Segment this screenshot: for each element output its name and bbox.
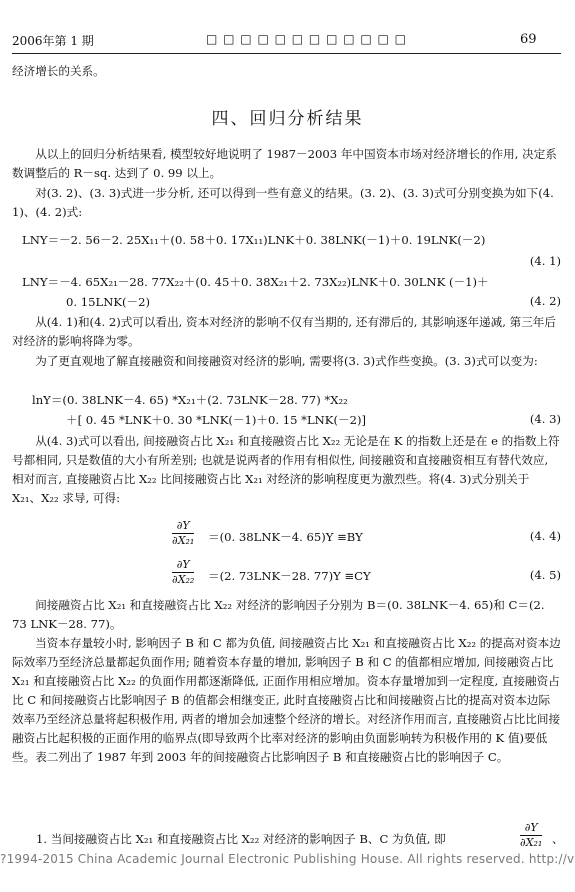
paragraph-2: 对(3. 2)、(3. 3)式进一步分析, 还可以得到一些有意义的结果。(3. 2)、(3. 3)式可分别变换为如下(4. 1)、(4. 2)式: (12, 186, 554, 219)
header-rule (12, 53, 561, 54)
equation-4-1: LNY＝－2. 56－2. 25X₁₁＋(0. 58＋0. 17X₁₁)LNK＋0. 38LNK(－1)＋0. 19LNK(－2) (22, 233, 486, 247)
equation-4-2: LNY＝－4. 65X₂₁－28. 77X₂₂＋(0. 45＋0. 38X₂₁＋2. 73X₂₂)LNK＋0. 30LNK (－1)＋ (22, 275, 489, 289)
equation-4-4-fraction (172, 520, 194, 547)
list-item-1-tail: 、 (552, 832, 564, 846)
page-number: 69 (520, 32, 537, 47)
equation-4-3-continuation: ＋[ 0. 45 *LNK＋0. 30 *LNK(－1)＋0. 15 *LNK(－2)] (66, 413, 367, 427)
paragraph-7: 当资本存量较小时, 影响因子 B 和 C 都为负值, 间接融资占比 X₂₁ 和直接融资占比 X₂₂ 的提高对资本边际效率乃至经济总量都起负面作用; 随着资本存量的增加, 影响因子 B 和 C 的值都相应增加, 间接融资占比 X₂₁ 和直接融资占比 X₂₂ 的负面作用都逐渐降低, 正面作用相应增加。资本存量增加到一定程度, 直接融资占比 C 和间接融资占比影响因子 B 的值都会相继变正, 此时直接融资占比和间接融资占比的提高对资本边际效率乃至经济总量将起积极作用, 两者的增加会加速整个经济的增长。对经济作用而言, 直接融资占比比间接融资占比起积极的正面作用的临界点(即导致两个比率对经济的影响由负面影响转为积极作用的 K 值)要低些。表二列出了 1987 年到 2003 年的间接融资占比影响因子 B 和直接融资占比的影响因子 C。 (12, 636, 561, 764)
equation-4-5-number: (4. 5) (529, 568, 561, 582)
copyright-footer: ?1994-2015 China Academic Journal Electronic Publishing House. All rights reserved. http://v (0, 852, 575, 866)
journal-name: □ □ □ □ □ □ □ □ □ □ □ □ (206, 32, 408, 46)
fraction-numerator: ∂Y (176, 558, 190, 571)
paragraph-6: 间接融资占比 X₂₁ 和直接融资占比 X₂₂ 对经济的影响因子分别为 B＝(0. 38LNK－4. 65)和 C＝(2. 73 LNK－28. 77)。 (12, 598, 545, 631)
intro-line: 经济增长的关系。 (12, 64, 105, 78)
fraction-denominator: ∂X₂₂ (172, 573, 195, 586)
paragraph-1: 从以上的回归分析结果看, 模型较好地说明了 1987－2003 年中国资本市场对经济增长的作用, 决定系数调整后的 R－sq. 达到了 0. 99 以上。 (12, 147, 557, 180)
equation-4-4-number: (4. 4) (529, 529, 561, 543)
equation-4-5-fraction (172, 559, 194, 586)
equation-4-3: lnY＝(0. 38LNK－4. 65) *X₂₁＋(2. 73LNK－28. 77) *X₂₂ (32, 393, 348, 407)
paragraph-3: 从(4. 1)和(4. 2)式可以看出, 资本对经济的影响不仅有当期的, 还有滞后的, 其影响逐年递减, 第三年后对经济的影响将降为零。 (12, 315, 556, 348)
journal-issue: 2006年第 1 期 (12, 34, 94, 48)
section-title: 四、回归分析结果 (211, 109, 364, 129)
equation-4-4: ＝(0. 38LNK－4. 65)Y ≡BY (208, 530, 363, 544)
equation-4-2-number: (4. 2) (529, 294, 561, 308)
equation-4-3-number: (4. 3) (529, 412, 561, 426)
paragraph-4: 为了更直观地了解直接融资和间接融资对经济的影响, 需要将(3. 3)式作些变换。(3. 3)式可以变为: (35, 354, 538, 368)
list-item-1: 1. 当间接融资占比 X₂₁ 和直接融资占比 X₂₂ 对经济的影响因子 B、C 为负值, 即 (36, 832, 446, 846)
equation-4-2-continuation: 0. 15LNK(－2) (66, 295, 151, 309)
list-item-1-fraction (520, 822, 542, 849)
fraction-numerator: ∂Y (524, 821, 538, 834)
fraction-denominator: ∂X₂₁ (520, 836, 543, 849)
equation-4-5: ＝(2. 73LNK－28. 77)Y ≡CY (208, 569, 371, 583)
paragraph-5: 从(4. 3)式可以看出, 间接融资占比 X₂₁ 和直接融资占比 X₂₂ 无论是在 K 的指数上还是在 e 的指数上符号都相同, 只是数值的大小有所差别; 也就是说两者的作用有相似性, 间接融资和直接融资相互有替代效应, 相对而言, 直接融资占比 X₂₂ 比间接融资占比 X₂₁ 对经济的影响程度更为激烈些。将(4. 3)式分别关于 X₂₁、X₂₂ 求导, 可得: (12, 434, 560, 505)
fraction-numerator: ∂Y (176, 519, 190, 532)
fraction-denominator: ∂X₂₁ (172, 534, 195, 547)
equation-4-1-number: (4. 1) (529, 254, 561, 268)
